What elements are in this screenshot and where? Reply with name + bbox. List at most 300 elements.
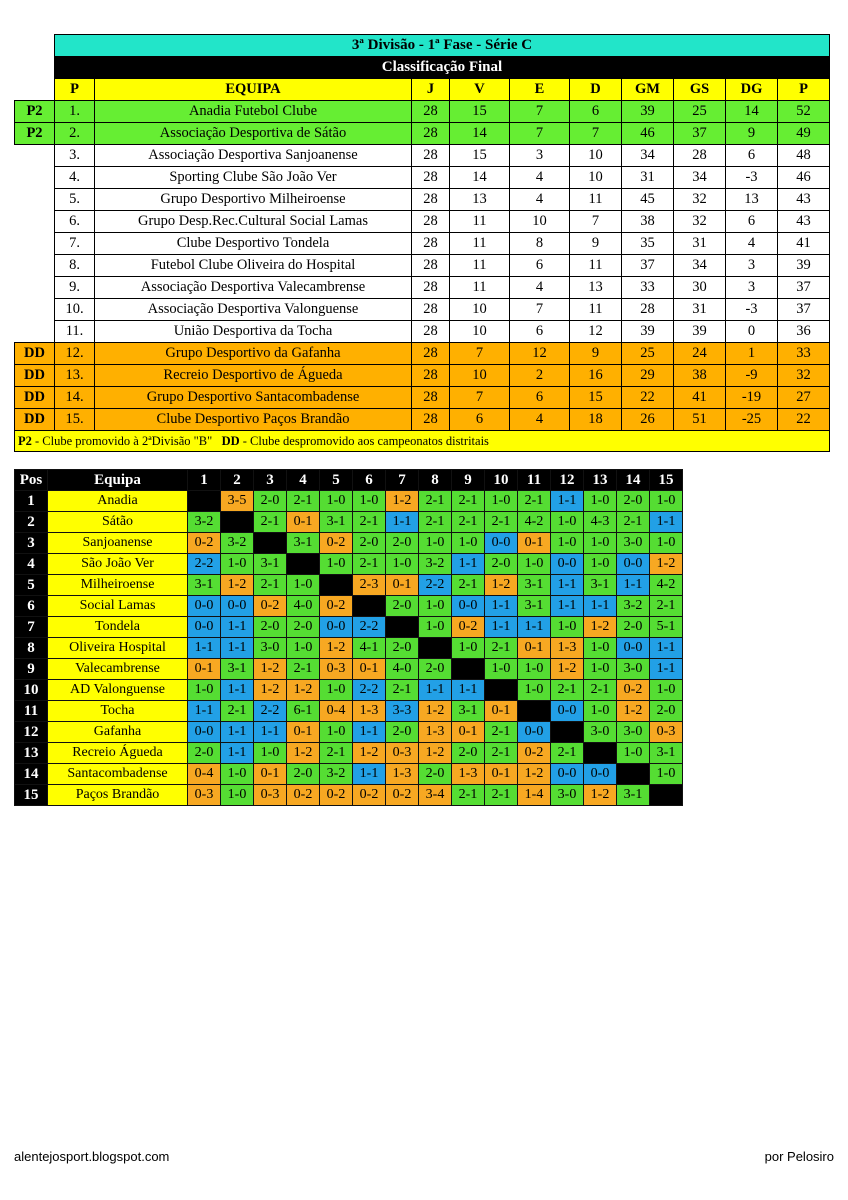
matrix-self-cell <box>353 596 386 617</box>
matrix-col-header: 9 <box>452 470 485 491</box>
cell-goal-diff: 14 <box>726 101 778 123</box>
matrix-result-cell: 3-0 <box>551 785 584 806</box>
cell-goals-for: 28 <box>622 299 674 321</box>
matrix-result-cell: 1-1 <box>188 638 221 659</box>
matrix-self-cell <box>617 764 650 785</box>
matrix-result-cell: 0-0 <box>551 701 584 722</box>
matrix-result-cell: 3-2 <box>320 764 353 785</box>
cell-losses: 11 <box>570 299 622 321</box>
matrix-result-cell: 2-0 <box>386 533 419 554</box>
cell-team-name: União Desportiva da Tocha <box>95 321 412 343</box>
matrix-col-header: 2 <box>221 470 254 491</box>
cell-position: 3. <box>55 145 95 167</box>
matrix-self-cell <box>221 512 254 533</box>
matrix-result-cell: 0-2 <box>386 785 419 806</box>
matrix-result-cell: 2-0 <box>617 617 650 638</box>
matrix-result-cell: 3-1 <box>584 575 617 596</box>
matrix-team: Valecambrense <box>48 659 188 680</box>
matrix-result-cell: 1-0 <box>551 512 584 533</box>
matrix-result-cell: 1-1 <box>485 596 518 617</box>
legend-dd-text: - Clube despromovido aos campeonatos distritais <box>239 433 489 448</box>
cell-team-name: Associação Desportiva Sanjoanense <box>95 145 412 167</box>
matrix-result-cell: 3-0 <box>254 638 287 659</box>
matrix-row <box>15 533 683 554</box>
matrix-result-cell: 1-1 <box>386 512 419 533</box>
matrix-result-cell: 2-0 <box>287 617 320 638</box>
cell-goals-against: 34 <box>674 255 726 277</box>
header-row <box>15 79 830 101</box>
matrix-result-cell: 3-5 <box>221 491 254 512</box>
matrix-pos: 9 <box>15 659 48 680</box>
matrix-result-cell: 0-0 <box>551 554 584 575</box>
cell-points: 39 <box>778 255 830 277</box>
matrix-pos: 15 <box>15 785 48 806</box>
matrix-team: Recreio Águeda <box>48 743 188 764</box>
cell-goals-against: 51 <box>674 409 726 431</box>
status-badge: P2 <box>15 123 55 145</box>
table-row <box>15 101 830 123</box>
cell-points: 43 <box>778 211 830 233</box>
cell-goals-for: 39 <box>622 101 674 123</box>
matrix-self-cell <box>287 554 320 575</box>
matrix-result-cell: 2-1 <box>452 512 485 533</box>
cell-wins: 6 <box>450 409 510 431</box>
matrix-self-cell <box>518 701 551 722</box>
matrix-team-header: Equipa <box>48 470 188 491</box>
matrix-result-cell: 3-0 <box>617 659 650 680</box>
matrix-pos: 11 <box>15 701 48 722</box>
matrix-self-cell <box>452 659 485 680</box>
header-wins: V <box>450 79 510 101</box>
matrix-result-cell: 0-0 <box>617 638 650 659</box>
table-row <box>15 343 830 365</box>
matrix-result-cell: 3-1 <box>452 701 485 722</box>
cell-goals-for: 46 <box>622 123 674 145</box>
matrix-row <box>15 785 683 806</box>
status-badge: DD <box>15 409 55 431</box>
matrix-result-cell: 2-1 <box>221 701 254 722</box>
matrix-result-cell: 2-0 <box>254 491 287 512</box>
matrix-pos: 12 <box>15 722 48 743</box>
matrix-header-row <box>15 470 683 491</box>
cell-position: 5. <box>55 189 95 211</box>
matrix-result-cell: 1-0 <box>650 533 683 554</box>
cell-goals-against: 28 <box>674 145 726 167</box>
cell-losses: 7 <box>570 123 622 145</box>
table-row <box>15 233 830 255</box>
cell-points: 37 <box>778 277 830 299</box>
matrix-result-cell: 1-0 <box>452 638 485 659</box>
matrix-result-cell: 1-3 <box>386 764 419 785</box>
table-row <box>15 321 830 343</box>
matrix-row <box>15 680 683 701</box>
matrix-result-cell: 2-0 <box>188 743 221 764</box>
cell-played: 28 <box>412 145 450 167</box>
matrix-self-cell <box>485 680 518 701</box>
matrix-row <box>15 575 683 596</box>
matrix-result-cell: 2-1 <box>485 785 518 806</box>
cell-goals-against: 34 <box>674 167 726 189</box>
cell-points: 27 <box>778 387 830 409</box>
matrix-result-cell: 0-2 <box>617 680 650 701</box>
table-row <box>15 299 830 321</box>
matrix-col-header: 1 <box>188 470 221 491</box>
matrix-pos: 4 <box>15 554 48 575</box>
cell-played: 28 <box>412 211 450 233</box>
table-row <box>15 277 830 299</box>
cell-draws: 3 <box>510 145 570 167</box>
matrix-team: São João Ver <box>48 554 188 575</box>
cell-losses: 12 <box>570 321 622 343</box>
cell-losses: 7 <box>570 211 622 233</box>
cell-goals-against: 31 <box>674 299 726 321</box>
cell-played: 28 <box>412 321 450 343</box>
matrix-result-cell: 1-0 <box>254 743 287 764</box>
cell-wins: 7 <box>450 387 510 409</box>
cell-draws: 8 <box>510 233 570 255</box>
matrix-result-cell: 1-0 <box>221 764 254 785</box>
cell-draws: 2 <box>510 365 570 387</box>
matrix-result-cell: 1-1 <box>551 575 584 596</box>
matrix-result-cell: 0-0 <box>221 596 254 617</box>
matrix-result-cell: 1-1 <box>221 617 254 638</box>
cell-played: 28 <box>412 299 450 321</box>
matrix-row <box>15 554 683 575</box>
matrix-result-cell: 2-1 <box>485 512 518 533</box>
matrix-result-cell: 1-1 <box>485 617 518 638</box>
cell-wins: 10 <box>450 365 510 387</box>
matrix-result-cell: 3-1 <box>650 743 683 764</box>
matrix-result-cell: 1-2 <box>650 554 683 575</box>
header-draws: E <box>510 79 570 101</box>
header-goals-against: GS <box>674 79 726 101</box>
matrix-col-header: 6 <box>353 470 386 491</box>
matrix-result-cell: 1-0 <box>584 701 617 722</box>
matrix-result-cell: 0-0 <box>320 617 353 638</box>
cell-goals-against: 31 <box>674 233 726 255</box>
matrix-col-header: 3 <box>254 470 287 491</box>
matrix-col-header: 7 <box>386 470 419 491</box>
matrix-result-cell: 0-4 <box>320 701 353 722</box>
cell-points: 33 <box>778 343 830 365</box>
matrix-result-cell: 3-1 <box>287 533 320 554</box>
matrix-result-cell: 1-2 <box>518 764 551 785</box>
matrix-row <box>15 659 683 680</box>
matrix-result-cell: 0-2 <box>320 785 353 806</box>
matrix-self-cell <box>584 743 617 764</box>
cell-team-name: Associação Desportiva Valonguense <box>95 299 412 321</box>
cell-team-name: Grupo Desp.Rec.Cultural Social Lamas <box>95 211 412 233</box>
cell-wins: 11 <box>450 211 510 233</box>
matrix-result-cell: 2-0 <box>254 617 287 638</box>
cell-goals-for: 39 <box>622 321 674 343</box>
matrix-result-cell: 3-0 <box>617 533 650 554</box>
matrix-result-cell: 1-2 <box>254 659 287 680</box>
matrix-result-cell: 1-2 <box>551 659 584 680</box>
matrix-result-cell: 2-1 <box>485 722 518 743</box>
matrix-result-cell: 0-1 <box>386 575 419 596</box>
matrix-result-cell: 4-2 <box>650 575 683 596</box>
matrix-result-cell: 0-1 <box>518 638 551 659</box>
legend <box>15 431 830 452</box>
legend-dd-code: DD <box>221 433 240 448</box>
matrix-result-cell: 6-1 <box>287 701 320 722</box>
status-badge <box>15 277 55 299</box>
matrix-team: Sanjoanense <box>48 533 188 554</box>
matrix-pos: 14 <box>15 764 48 785</box>
matrix-self-cell <box>254 533 287 554</box>
cell-draws: 7 <box>510 101 570 123</box>
cell-points: 43 <box>778 189 830 211</box>
matrix-team: Paços Brandão <box>48 785 188 806</box>
matrix-pos: 8 <box>15 638 48 659</box>
cell-draws: 6 <box>510 255 570 277</box>
cell-position: 10. <box>55 299 95 321</box>
matrix-self-cell <box>386 617 419 638</box>
cell-position: 6. <box>55 211 95 233</box>
status-badge: DD <box>15 365 55 387</box>
matrix-result-cell: 1-2 <box>353 743 386 764</box>
matrix-result-cell: 3-1 <box>188 575 221 596</box>
matrix-team: AD Valonguense <box>48 680 188 701</box>
table-row <box>15 123 830 145</box>
cell-goals-for: 31 <box>622 167 674 189</box>
matrix-team: Oliveira Hospital <box>48 638 188 659</box>
cell-points: 46 <box>778 167 830 189</box>
matrix-pos: 10 <box>15 680 48 701</box>
cell-team-name: Recreio Desportivo de Águeda <box>95 365 412 387</box>
matrix-col-header: 4 <box>287 470 320 491</box>
matrix-result-cell: 1-3 <box>353 701 386 722</box>
matrix-result-cell: 1-1 <box>452 554 485 575</box>
matrix-result-cell: 1-3 <box>452 764 485 785</box>
status-badge <box>15 145 55 167</box>
table-row <box>15 409 830 431</box>
cell-played: 28 <box>412 365 450 387</box>
matrix-col-header: 10 <box>485 470 518 491</box>
cell-goals-against: 41 <box>674 387 726 409</box>
matrix-result-cell: 1-0 <box>320 722 353 743</box>
matrix-result-cell: 1-0 <box>287 575 320 596</box>
matrix-result-cell: 0-1 <box>485 701 518 722</box>
matrix-col-header: 5 <box>320 470 353 491</box>
matrix-result-cell: 1-0 <box>221 785 254 806</box>
matrix-result-cell: 0-4 <box>188 764 221 785</box>
cell-position: 4. <box>55 167 95 189</box>
matrix-result-cell: 2-1 <box>386 680 419 701</box>
matrix-result-cell: 1-3 <box>419 722 452 743</box>
cell-goal-diff: -19 <box>726 387 778 409</box>
cell-wins: 14 <box>450 167 510 189</box>
matrix-result-cell: 0-2 <box>320 533 353 554</box>
cell-position: 2. <box>55 123 95 145</box>
matrix-row <box>15 491 683 512</box>
matrix-pos: 2 <box>15 512 48 533</box>
matrix-pos: 5 <box>15 575 48 596</box>
matrix-result-cell: 3-1 <box>320 512 353 533</box>
cell-goal-diff: -3 <box>726 167 778 189</box>
cell-played: 28 <box>412 409 450 431</box>
matrix-result-cell: 0-1 <box>518 533 551 554</box>
matrix-result-cell: 1-1 <box>221 743 254 764</box>
cell-team-name: Anadia Futebol Clube <box>95 101 412 123</box>
cell-points: 22 <box>778 409 830 431</box>
cell-played: 28 <box>412 101 450 123</box>
cell-draws: 4 <box>510 189 570 211</box>
cell-played: 28 <box>412 233 450 255</box>
matrix-result-cell: 1-0 <box>584 554 617 575</box>
cell-goal-diff: 3 <box>726 255 778 277</box>
matrix-result-cell: 4-2 <box>518 512 551 533</box>
cell-position: 9. <box>55 277 95 299</box>
matrix-result-cell: 0-3 <box>650 722 683 743</box>
matrix-result-cell: 3-3 <box>386 701 419 722</box>
matrix-result-cell: 1-0 <box>188 680 221 701</box>
matrix-result-cell: 1-0 <box>650 491 683 512</box>
footer-source-link[interactable]: alentejosport.blogspot.com <box>14 1149 170 1164</box>
matrix-result-cell: 2-1 <box>452 491 485 512</box>
cell-losses: 16 <box>570 365 622 387</box>
matrix-result-cell: 1-0 <box>386 554 419 575</box>
cell-points: 48 <box>778 145 830 167</box>
matrix-result-cell: 2-1 <box>254 575 287 596</box>
cell-wins: 7 <box>450 343 510 365</box>
matrix-result-cell: 1-0 <box>518 554 551 575</box>
cell-points: 36 <box>778 321 830 343</box>
matrix-result-cell: 2-1 <box>287 659 320 680</box>
status-badge: DD <box>15 387 55 409</box>
status-badge <box>15 299 55 321</box>
matrix-result-cell: 0-3 <box>188 785 221 806</box>
matrix-team: Anadia <box>48 491 188 512</box>
matrix-result-cell: 1-0 <box>485 659 518 680</box>
matrix-col-header: 11 <box>518 470 551 491</box>
matrix-result-cell: 2-1 <box>419 491 452 512</box>
matrix-result-cell: 0-3 <box>320 659 353 680</box>
matrix-result-cell: 1-0 <box>650 680 683 701</box>
cell-draws: 6 <box>510 321 570 343</box>
matrix-row <box>15 596 683 617</box>
matrix-result-cell: 0-3 <box>386 743 419 764</box>
matrix-result-cell: 0-0 <box>452 596 485 617</box>
matrix-pos: 6 <box>15 596 48 617</box>
matrix-result-cell: 1-0 <box>419 617 452 638</box>
matrix-result-cell: 1-1 <box>188 701 221 722</box>
matrix-result-cell: 2-1 <box>353 512 386 533</box>
matrix-result-cell: 0-2 <box>320 596 353 617</box>
cell-position: 1. <box>55 101 95 123</box>
matrix-result-cell: 2-1 <box>485 743 518 764</box>
table-row <box>15 365 830 387</box>
matrix-result-cell: 0-2 <box>188 533 221 554</box>
cell-draws: 7 <box>510 123 570 145</box>
matrix-result-cell: 1-1 <box>419 680 452 701</box>
matrix-result-cell: 0-3 <box>254 785 287 806</box>
cell-team-name: Sporting Clube São João Ver <box>95 167 412 189</box>
matrix-result-cell: 2-0 <box>650 701 683 722</box>
matrix-result-cell: 1-0 <box>452 533 485 554</box>
cell-losses: 18 <box>570 409 622 431</box>
table-row <box>15 211 830 233</box>
cell-goal-diff: 6 <box>726 211 778 233</box>
matrix-result-cell: 1-2 <box>287 743 320 764</box>
cell-played: 28 <box>412 123 450 145</box>
header-goal-diff: DG <box>726 79 778 101</box>
matrix-row <box>15 743 683 764</box>
matrix-result-cell: 2-1 <box>452 575 485 596</box>
matrix-self-cell <box>650 785 683 806</box>
matrix-col-header: 15 <box>650 470 683 491</box>
cell-points: 37 <box>778 299 830 321</box>
matrix-result-cell: 2-2 <box>188 554 221 575</box>
cell-draws: 6 <box>510 387 570 409</box>
matrix-result-cell: 2-2 <box>353 680 386 701</box>
status-badge <box>15 211 55 233</box>
matrix-result-cell: 0-0 <box>551 764 584 785</box>
matrix-result-cell: 1-1 <box>518 617 551 638</box>
matrix-result-cell: 2-0 <box>617 491 650 512</box>
matrix-self-cell <box>320 575 353 596</box>
matrix-result-cell: 3-1 <box>221 659 254 680</box>
matrix-result-cell: 1-0 <box>320 491 353 512</box>
matrix-result-cell: 1-2 <box>386 491 419 512</box>
matrix-pos: 1 <box>15 491 48 512</box>
matrix-result-cell: 3-1 <box>254 554 287 575</box>
matrix-row <box>15 722 683 743</box>
matrix-result-cell: 1-2 <box>287 680 320 701</box>
matrix-result-cell: 2-0 <box>386 596 419 617</box>
matrix-result-cell: 1-2 <box>617 701 650 722</box>
matrix-result-cell: 1-0 <box>551 533 584 554</box>
subtitle-row <box>15 57 830 79</box>
table-title: 3ª Divisão - 1ª Fase - Série C <box>55 35 830 57</box>
cell-goal-diff: 4 <box>726 233 778 255</box>
cell-position: 11. <box>55 321 95 343</box>
matrix-result-cell: 4-3 <box>584 512 617 533</box>
cell-wins: 11 <box>450 255 510 277</box>
matrix-result-cell: 2-1 <box>320 743 353 764</box>
matrix-col-header: 12 <box>551 470 584 491</box>
cell-draws: 10 <box>510 211 570 233</box>
cell-goals-for: 22 <box>622 387 674 409</box>
matrix-result-cell: 0-1 <box>254 764 287 785</box>
matrix-result-cell: 0-1 <box>188 659 221 680</box>
results-matrix <box>14 469 683 806</box>
cell-goal-diff: -9 <box>726 365 778 387</box>
cell-losses: 15 <box>570 387 622 409</box>
matrix-result-cell: 0-0 <box>584 764 617 785</box>
cell-losses: 11 <box>570 189 622 211</box>
matrix-result-cell: 2-1 <box>584 680 617 701</box>
matrix-result-cell: 2-0 <box>485 554 518 575</box>
matrix-col-header: 8 <box>419 470 452 491</box>
matrix-result-cell: 0-1 <box>287 722 320 743</box>
matrix-result-cell: 0-0 <box>518 722 551 743</box>
matrix-result-cell: 2-0 <box>386 722 419 743</box>
matrix-result-cell: 1-0 <box>419 596 452 617</box>
matrix-result-cell: 1-1 <box>584 596 617 617</box>
table-row <box>15 145 830 167</box>
matrix-result-cell: 1-0 <box>518 659 551 680</box>
status-badge: DD <box>15 343 55 365</box>
cell-goals-for: 37 <box>622 255 674 277</box>
matrix-result-cell: 1-1 <box>254 722 287 743</box>
title-row <box>15 35 830 57</box>
cell-draws: 4 <box>510 277 570 299</box>
matrix-team: Social Lamas <box>48 596 188 617</box>
header-losses: D <box>570 79 622 101</box>
matrix-result-cell: 4-0 <box>287 596 320 617</box>
